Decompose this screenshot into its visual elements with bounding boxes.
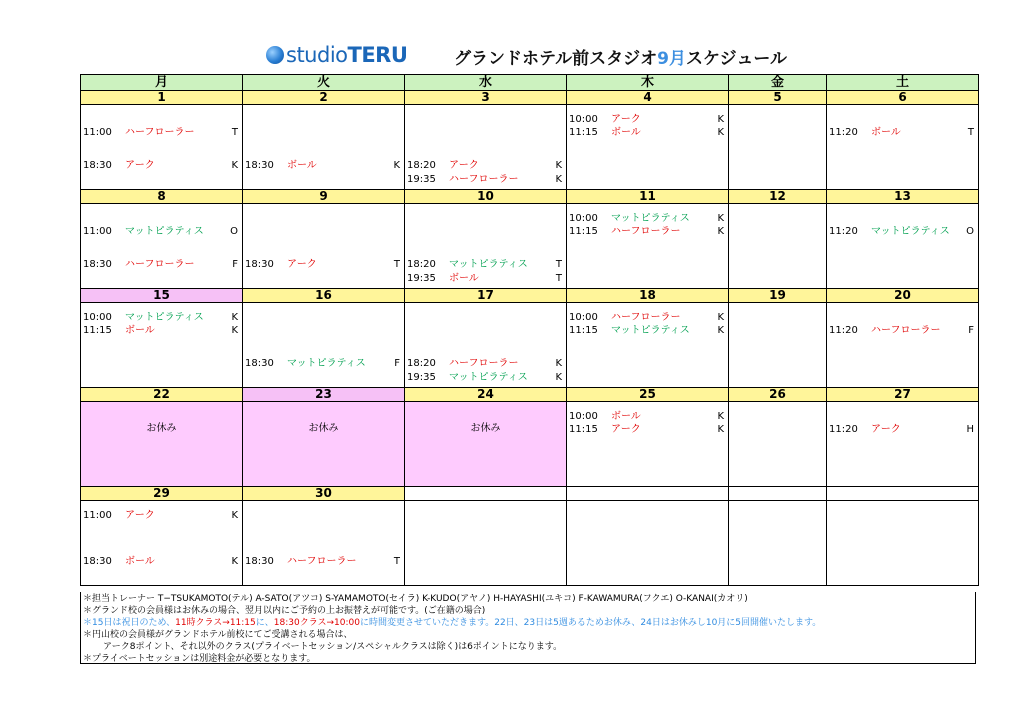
class-time: 10:00 — [569, 411, 598, 422]
class-slot[interactable] — [407, 272, 562, 285]
date-number — [405, 487, 567, 501]
class-name: マットピラティス — [287, 358, 366, 369]
trainer-code: T — [393, 259, 400, 270]
date-number: 20 — [827, 289, 979, 303]
day-cell — [567, 105, 729, 190]
trainer-code: K — [717, 312, 724, 323]
trainer-code: O — [230, 226, 238, 237]
trainer-code: K — [717, 226, 724, 237]
class-slot[interactable] — [83, 258, 238, 271]
class-slot[interactable] — [83, 159, 238, 172]
class-slot[interactable] — [407, 371, 562, 384]
date-number: 24 — [405, 388, 567, 402]
day-cell — [567, 501, 729, 586]
trainer-code: K — [555, 372, 562, 383]
day-cell — [243, 501, 405, 586]
class-time: 18:20 — [407, 160, 436, 171]
logo-circle-icon — [266, 46, 284, 64]
class-time: 18:30 — [83, 259, 112, 270]
day-cell — [405, 204, 567, 289]
trainer-code: T — [393, 556, 400, 567]
trainer-code: K — [717, 325, 724, 336]
trainer-code: O — [966, 226, 974, 237]
class-slot[interactable] — [569, 423, 724, 436]
class-time: 18:30 — [245, 160, 274, 171]
note-private: ＊プライベートセッションは別途料金が必要となります。 — [83, 654, 316, 664]
note-holiday-change: ＊15日は祝日のため、11時クラス→11:15に、18:30クラス→10:00に時間変更させていただきます。22日、23日は5週あるためお休み、24日はお休みし10月に5回開催いたします。 — [83, 618, 822, 628]
class-name: マットピラティス — [611, 213, 690, 224]
weekday-fri: 金 — [729, 75, 827, 91]
trainer-code: F — [968, 325, 974, 336]
class-time: 19:35 — [407, 372, 436, 383]
class-time: 11:15 — [569, 424, 598, 435]
class-name: ボール — [125, 556, 155, 567]
date-number — [827, 487, 979, 501]
class-row — [81, 501, 979, 586]
class-name: ハーフローラー — [125, 127, 195, 138]
trainer-code: T — [231, 127, 238, 138]
class-time: 18:30 — [83, 556, 112, 567]
date-number — [567, 487, 729, 501]
class-name: アーク — [449, 160, 479, 171]
trainer-code: T — [555, 259, 562, 270]
note-maruyama: ＊円山校の会員様がグランドホテル前校にてご受講される場合は、 — [83, 630, 353, 640]
class-slot[interactable] — [829, 225, 974, 238]
weekday-thu: 木 — [567, 75, 729, 91]
date-number: 8 — [81, 190, 243, 204]
class-slot[interactable] — [407, 258, 562, 271]
trainer-code: K — [231, 556, 238, 567]
day-cell — [827, 501, 979, 586]
class-name: ハーフローラー — [871, 325, 941, 336]
class-time: 10:00 — [569, 312, 598, 323]
day-cell — [729, 303, 827, 388]
class-slot[interactable] — [83, 324, 238, 337]
class-slot[interactable] — [245, 159, 400, 172]
trainer-code: K — [231, 510, 238, 521]
date-number: 26 — [729, 388, 827, 402]
trainer-code: T — [967, 127, 974, 138]
trainer-code: K — [231, 312, 238, 323]
class-name: ハーフローラー — [449, 358, 519, 369]
class-slot[interactable] — [407, 159, 562, 172]
class-name: マットピラティス — [125, 226, 204, 237]
trainer-code: K — [555, 358, 562, 369]
class-time: 11:20 — [829, 424, 858, 435]
class-time: 10:00 — [83, 312, 112, 323]
closed-label: お休み — [470, 423, 501, 434]
date-row — [81, 487, 979, 501]
date-number: 2 — [243, 91, 405, 105]
date-number: 5 — [729, 91, 827, 105]
class-row — [81, 402, 979, 487]
class-time: 11:20 — [829, 325, 858, 336]
trainer-code: F — [394, 358, 400, 369]
date-number: 9 — [243, 190, 405, 204]
day-cell — [567, 204, 729, 289]
day-cell — [243, 402, 405, 487]
day-cell — [827, 303, 979, 388]
date-number: 10 — [405, 190, 567, 204]
class-slot[interactable] — [245, 555, 400, 568]
date-number: 3 — [405, 91, 567, 105]
date-number: 16 — [243, 289, 405, 303]
class-time: 18:20 — [407, 259, 436, 270]
day-cell — [81, 204, 243, 289]
class-time: 11:15 — [569, 127, 598, 138]
logo-text: studioTERU — [286, 43, 408, 67]
date-number: 22 — [81, 388, 243, 402]
class-name: ハーフローラー — [449, 174, 519, 185]
class-slot[interactable] — [569, 212, 724, 225]
class-time: 10:00 — [569, 213, 598, 224]
trainer-code: T — [555, 273, 562, 284]
date-row — [81, 190, 979, 204]
date-number: 30 — [243, 487, 405, 501]
day-cell — [729, 105, 827, 190]
date-number: 25 — [567, 388, 729, 402]
day-cell — [567, 303, 729, 388]
day-cell — [243, 204, 405, 289]
class-slot[interactable] — [83, 311, 238, 324]
date-number: 1 — [81, 91, 243, 105]
note-points: アーク8ポイント、それ以外のクラス(プライベートセッション/スペシャルクラスは除く)は6ポイントになります。 — [103, 642, 563, 652]
class-time: 11:00 — [83, 510, 112, 521]
class-time: 11:20 — [829, 127, 858, 138]
closed-label: お休み — [308, 423, 339, 434]
class-slot[interactable] — [569, 410, 724, 423]
class-time: 18:30 — [83, 160, 112, 171]
class-slot[interactable] — [829, 324, 974, 337]
class-name: アーク — [611, 114, 641, 125]
class-name: ボール — [611, 127, 641, 138]
class-name: マットピラティス — [611, 325, 690, 336]
weekday-tue: 火 — [243, 75, 405, 91]
day-cell — [81, 501, 243, 586]
schedule-table — [80, 74, 979, 586]
trainer-code: K — [555, 174, 562, 185]
class-name: アーク — [125, 510, 155, 521]
weekday-mon: 月 — [81, 75, 243, 91]
trainer-code: H — [966, 424, 974, 435]
class-slot[interactable] — [829, 423, 974, 436]
day-cell — [405, 303, 567, 388]
date-number: 27 — [827, 388, 979, 402]
class-slot[interactable] — [569, 225, 724, 238]
date-number: 19 — [729, 289, 827, 303]
class-time: 18:30 — [245, 556, 274, 567]
class-time: 11:00 — [83, 127, 112, 138]
trainer-code: K — [717, 127, 724, 138]
note-makeup: ＊グランド校の会員様はお休みの場合、翌月以内にご予約の上お振替えが可能です。(ご在籍の場合) — [83, 606, 486, 616]
class-name: マットピラティス — [871, 226, 950, 237]
date-number: 18 — [567, 289, 729, 303]
class-name: ボール — [871, 127, 901, 138]
page-header — [0, 38, 1024, 72]
class-name: ボール — [611, 411, 641, 422]
date-number: 17 — [405, 289, 567, 303]
class-name: アーク — [871, 424, 901, 435]
day-cell — [827, 204, 979, 289]
class-row — [81, 204, 979, 289]
class-time: 11:15 — [569, 226, 598, 237]
day-cell — [81, 105, 243, 190]
class-name: ハーフローラー — [287, 556, 357, 567]
date-number: 11 — [567, 190, 729, 204]
day-cell — [827, 402, 979, 487]
class-time: 11:00 — [83, 226, 112, 237]
class-time: 11:15 — [569, 325, 598, 336]
weekday-sat: 土 — [827, 75, 979, 91]
class-row — [81, 303, 979, 388]
day-cell — [81, 303, 243, 388]
day-cell — [81, 402, 243, 487]
day-cell — [827, 105, 979, 190]
class-slot[interactable] — [829, 126, 974, 139]
class-time: 19:35 — [407, 273, 436, 284]
class-name: アーク — [287, 259, 317, 270]
date-number: 13 — [827, 190, 979, 204]
date-number: 4 — [567, 91, 729, 105]
day-cell — [567, 402, 729, 487]
page-title: グランドホテル前スタジオ9月スケジュール — [454, 49, 787, 69]
weekday-wed: 水 — [405, 75, 567, 91]
class-name: アーク — [611, 424, 641, 435]
date-number — [729, 487, 827, 501]
class-name: ハーフローラー — [611, 226, 681, 237]
class-name: マットピラティス — [449, 372, 528, 383]
class-time: 18:30 — [245, 259, 274, 270]
class-name: ボール — [287, 160, 317, 171]
class-name: マットピラティス — [125, 312, 204, 323]
class-slot[interactable] — [83, 225, 238, 238]
class-slot[interactable] — [83, 126, 238, 139]
class-slot[interactable] — [569, 324, 724, 337]
trainer-code: K — [717, 424, 724, 435]
day-cell — [729, 402, 827, 487]
class-name: アーク — [125, 160, 155, 171]
class-name: マットピラティス — [449, 259, 528, 270]
class-name: ボール — [449, 273, 479, 284]
trainer-code: F — [232, 259, 238, 270]
weekday-header-row — [81, 75, 979, 91]
class-time: 10:00 — [569, 114, 598, 125]
date-number: 12 — [729, 190, 827, 204]
class-name: ボール — [125, 325, 155, 336]
trainer-code: K — [231, 325, 238, 336]
class-slot[interactable] — [407, 357, 562, 370]
class-slot[interactable] — [569, 126, 724, 139]
date-number: 23 — [243, 388, 405, 402]
trainer-code: K — [717, 411, 724, 422]
day-cell — [729, 204, 827, 289]
class-row — [81, 105, 979, 190]
class-time: 18:30 — [245, 358, 274, 369]
trainer-code: K — [393, 160, 400, 171]
class-slot[interactable] — [569, 311, 724, 324]
notes-box — [80, 592, 976, 664]
date-row — [81, 388, 979, 402]
day-cell — [243, 303, 405, 388]
class-slot[interactable] — [569, 113, 724, 126]
trainer-code: K — [717, 114, 724, 125]
date-number: 6 — [827, 91, 979, 105]
class-slot[interactable] — [245, 357, 400, 370]
class-name: ハーフローラー — [125, 259, 195, 270]
day-cell — [729, 501, 827, 586]
day-cell — [405, 105, 567, 190]
trainer-code: K — [555, 160, 562, 171]
class-time: 18:20 — [407, 358, 436, 369]
class-time: 19:35 — [407, 174, 436, 185]
closed-label: お休み — [146, 423, 177, 434]
date-number: 15 — [81, 289, 243, 303]
day-cell — [243, 105, 405, 190]
class-name: ハーフローラー — [611, 312, 681, 323]
title-month: 9月 — [657, 49, 686, 69]
trainer-code: K — [717, 213, 724, 224]
class-slot[interactable] — [83, 555, 238, 568]
trainer-code: K — [231, 160, 238, 171]
note-trainers: ＊担当トレーナー T−TSUKAMOTO(テル) A-SATO(アツコ) S-YAMAMOTO(セイラ) K-KUDO(アヤノ) H-HAYASHI(ユキコ) F-KAWAMURA(フクエ) O-KANAI(カオリ) — [83, 594, 748, 604]
class-time: 11:15 — [83, 325, 112, 336]
studio-logo — [266, 42, 407, 68]
date-row — [81, 289, 979, 303]
class-time: 11:20 — [829, 226, 858, 237]
day-cell — [405, 501, 567, 586]
date-number: 29 — [81, 487, 243, 501]
class-slot[interactable] — [407, 173, 562, 186]
day-cell — [405, 402, 567, 487]
class-slot[interactable] — [83, 509, 238, 522]
date-row — [81, 91, 979, 105]
class-slot[interactable] — [245, 258, 400, 271]
